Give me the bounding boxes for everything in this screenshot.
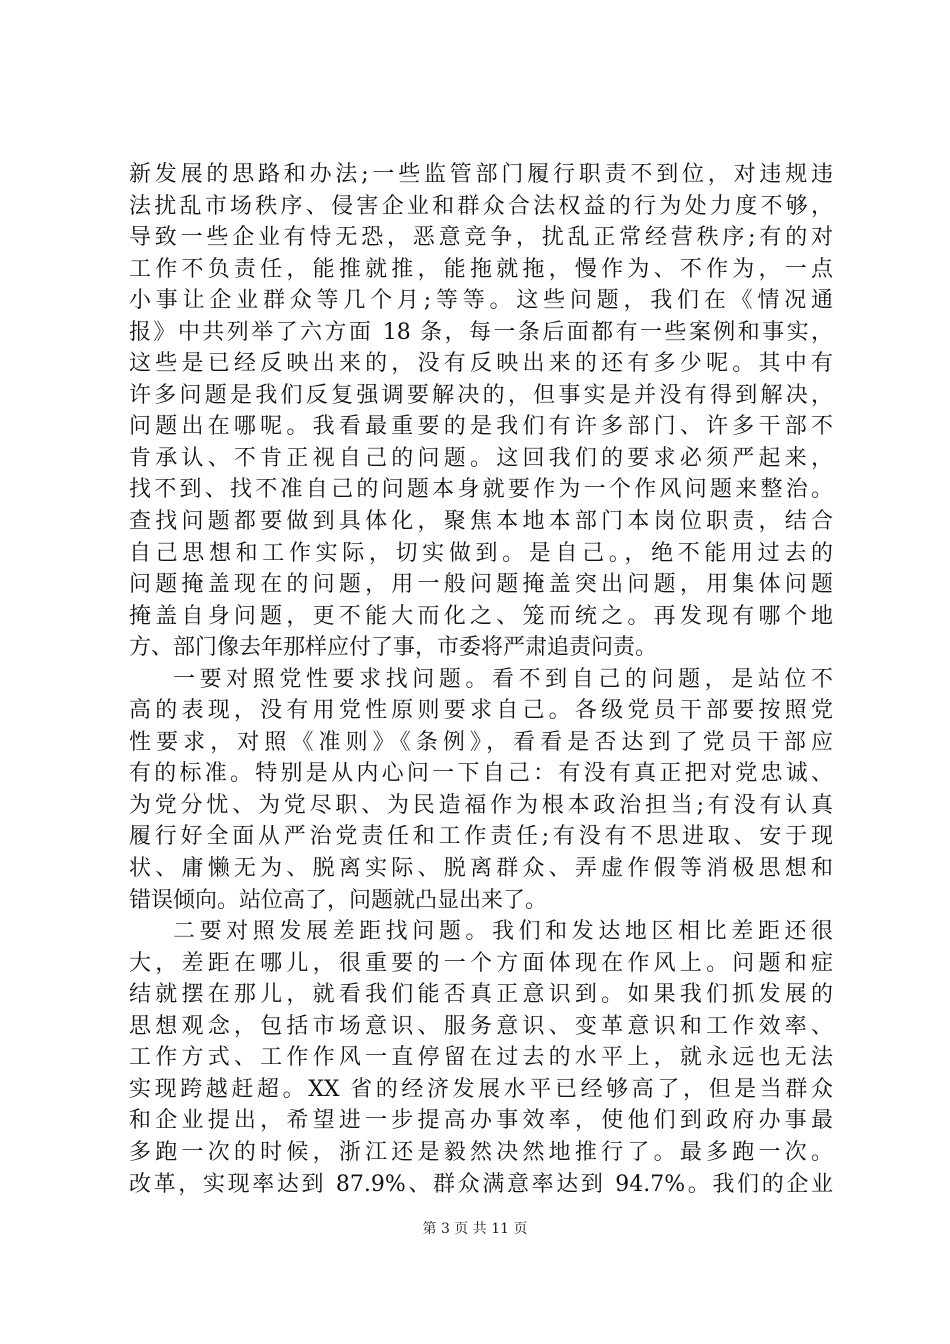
text-line: 导致一些企业有恃无恐，恶意竞争，扰乱正常经营秩序;有的对 [129,225,833,251]
text-line: 和企业提出，希望进一步提高办事效率，使他们到政府办事最 [129,1108,833,1134]
text-line: 报》中共列举了六方面 18 条，每一条后面都有一些案例和事实， [129,319,833,345]
text-line: 实现跨越赶超。XX 省的经济发展水平已经够高了，但是当群众 [129,1076,833,1102]
text-line: 问题掩盖现在的问题，用一般问题掩盖突出问题，用集体问题 [129,572,833,598]
text-line: 思想观念，包括市场意识、服务意识、变革意识和工作效率、 [129,1013,833,1039]
text-line: 小事让企业群众等几个月;等等。这些问题，我们在《情况通 [129,288,833,314]
text-line: 有的标准。特别是从内心问一下自己：有没有真正把对党忠诚、 [129,761,833,787]
text-line: 法扰乱市场秩序、侵害企业和群众合法权益的行为处力度不够， [129,193,833,219]
text-line: 工作方式、工作作风一直停留在过去的水平上，就永远也无法 [129,1045,833,1071]
text-line: 方、部门像去年那样应付了事，市委将严肃追责问责。 [129,635,658,661]
paragraph-first-line: 二要对照发展差距找问题。我们和发达地区相比差距还很 [173,919,833,945]
text-line: 结就摆在那儿，就看我们能否真正意识到。如果我们抓发展的 [129,982,833,1008]
text-line: 问题出在哪呢。我看最重要的是我们有许多部门、许多干部不 [129,414,833,440]
text-line: 掩盖自身问题，更不能大而化之、笼而统之。再发现有哪个地 [129,603,833,629]
text-line: 履行好全面从严治党责任和工作责任;有没有不思进取、安于现 [129,824,833,850]
text-line: 大，差距在哪儿，很重要的一个方面体现在作风上。问题和症 [129,950,833,976]
text-line: 查找问题都要做到具体化，聚焦本地本部门本岗位职责，结合 [129,509,833,535]
text-line: 新发展的思路和办法;一些监管部门履行职责不到位，对违规违 [129,162,833,187]
text-line: 这些是已经反映出来的，没有反映出来的还有多少呢。其中有 [129,351,833,377]
text-line: 多跑一次的时候，浙江还是毅然决然地推行了。最多跑一次。 [129,1139,833,1165]
text-line: 错误倾向。站位高了，问题就凸显出来了。 [129,887,548,913]
text-line: 性要求，对照《准则》《条例》，看看是否达到了党员干部应 [129,729,833,755]
text-line: 自己思想和工作实际，切实做到。是自己。，绝不能用过去的 [129,540,833,566]
text-line: 工作不负责任，能推就推，能拖就拖，慢作为、不作为，一点 [129,256,833,282]
page-footer: 第 3 页 共 11 页 [422,1221,528,1237]
text-line: 改革，实现率达到 87.9%、群众满意率达到 94.7%。我们的企业 [129,1171,833,1197]
text-line: 高的表现，没有用党性原则要求自己。各级党员干部要按照党 [129,698,833,724]
text-line: 为党分忧、为党尽职、为民造福作为根本政治担当;有没有认真 [129,792,833,818]
paragraph-first-line: 一要对照党性要求找问题。看不到自己的问题，是站位不 [173,666,833,692]
text-line: 许多问题是我们反复强调要解决的，但事实是并没有得到解决， [129,382,833,408]
text-line: 状、庸懒无为、脱离实际、脱离群众、弄虚作假等消极思想和 [129,856,833,882]
document-body [129,159,833,1200]
text-line: 找不到、找不准自己的问题本身就要作为一个作风问题来整治。 [129,477,833,503]
text-line: 肯承认、不肯正视自己的问题。这回我们的要求必须严起来， [129,445,833,471]
